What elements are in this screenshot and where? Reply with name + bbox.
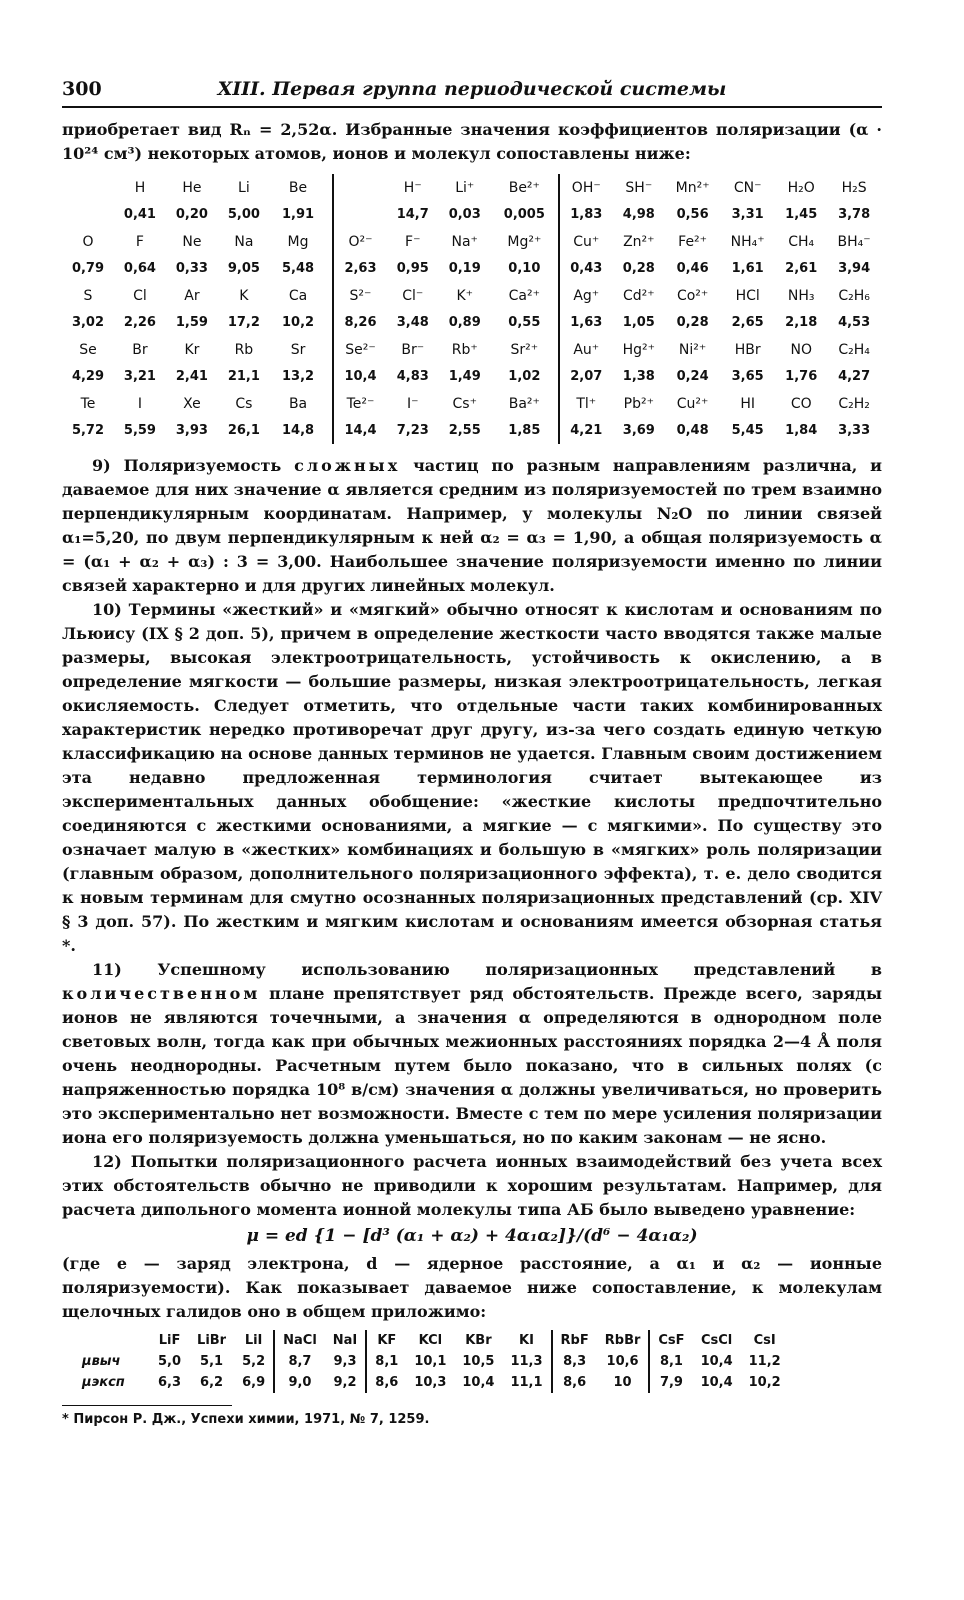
dipole-formula: μ = ed {1 − [d³ (α₁ + α₂) + 4α₁α₂]}/(d⁶ − 4α₁α₂) [246, 1226, 698, 1246]
species-cell: Ca²⁺ [491, 282, 559, 309]
mu-cell: 10,2 [748, 1375, 781, 1390]
mu-cell: 10,5 [462, 1354, 495, 1369]
species-cell: Se²⁻ [345, 341, 376, 358]
value-cell: 5,59 [123, 423, 156, 438]
species-cell: HI [740, 395, 755, 412]
species-cell: Sr²⁺ [491, 336, 559, 363]
species-cell: Cd²⁺ [622, 287, 655, 304]
value-cell: 0,005 [491, 201, 559, 228]
species-cell: I [137, 395, 143, 412]
species-cell: C₂H₂ [838, 395, 870, 412]
value-cell: 4,53 [838, 315, 871, 330]
value-cell: 1,49 [448, 369, 481, 384]
value-cell: 0,43 [570, 261, 603, 276]
pol-row-names [62, 174, 881, 201]
species-cell: I⁻ [407, 395, 419, 412]
value-cell: 3,78 [838, 207, 871, 222]
value-cell: 2,07 [570, 369, 603, 384]
species-cell: S²⁻ [349, 287, 372, 304]
value-cell: 1,38 [622, 369, 655, 384]
species-cell: Pb²⁺ [623, 395, 654, 412]
species-cell: Te²⁻ [346, 395, 375, 412]
mu-cell: 10,3 [414, 1375, 447, 1390]
value-cell: 3,93 [175, 423, 208, 438]
value-cell: 4,21 [570, 423, 603, 438]
value-cell: 5,72 [71, 423, 105, 438]
value-cell: 1,05 [622, 315, 655, 330]
mu-cell: CsF [658, 1333, 685, 1348]
dipole-comparison-table [82, 1330, 789, 1393]
value-cell: 4,27 [838, 369, 871, 384]
mu-cell: RbBr [597, 1330, 650, 1351]
mu-cell: 10 [597, 1372, 650, 1393]
species-cell: Li⁺ [455, 179, 475, 196]
species-cell [333, 174, 387, 201]
value-cell: 2,61 [785, 261, 818, 276]
value-cell: 0,19 [448, 261, 481, 276]
species-cell: Zn²⁺ [623, 233, 655, 250]
mu-exp-row [82, 1372, 789, 1393]
value-cell: 3,94 [838, 261, 871, 276]
species-cell: Rb [234, 341, 254, 358]
chapter-title: XIII. Первая группа периодической системы [217, 78, 727, 100]
species-cell: Na [234, 233, 254, 250]
mu-cell: 7,9 [659, 1375, 683, 1390]
mu-cell: KBr [465, 1333, 492, 1348]
pol-row-values [62, 255, 881, 282]
species-cell: Ca [270, 282, 333, 309]
mu-cell: 8,7 [288, 1354, 312, 1369]
mu-calc-row [82, 1351, 789, 1372]
value-cell: 4,98 [622, 207, 655, 222]
species-cell: Cs [235, 395, 253, 412]
species-cell: C₂H₆ [838, 287, 870, 304]
page-number: 300 [62, 78, 102, 100]
mu-cell: 10,4 [700, 1375, 733, 1390]
value-cell: 3,33 [838, 423, 871, 438]
species-cell: Mn²⁺ [675, 179, 710, 196]
value-cell: 10,2 [270, 309, 333, 336]
species-cell: Mg [270, 228, 333, 255]
species-cell: BH₄⁻ [837, 233, 871, 250]
value-cell: 2,55 [448, 423, 481, 438]
species-cell: K⁺ [456, 287, 474, 304]
mu-cell: 10,1 [414, 1354, 447, 1369]
value-cell: 4,83 [396, 369, 429, 384]
species-cell: Rb⁺ [451, 341, 478, 358]
mu-cell: 10,4 [700, 1354, 733, 1369]
pol-row-names [62, 228, 881, 255]
mu-cell: 11,1 [502, 1372, 551, 1393]
running-header [62, 78, 882, 100]
value-cell: 0,03 [448, 207, 481, 222]
mu-cell: LiI [234, 1330, 274, 1351]
value-cell: 7,23 [396, 423, 429, 438]
mu-cell: 8,6 [375, 1375, 399, 1390]
value-cell: 0,24 [676, 369, 709, 384]
value-cell: 2,26 [123, 315, 156, 330]
mu-cell: 5,2 [234, 1351, 274, 1372]
value-cell: 1,85 [491, 417, 559, 444]
value-cell: 17,2 [227, 315, 260, 330]
species-cell: OH⁻ [571, 179, 601, 196]
species-cell: NH₃ [787, 287, 815, 304]
value-cell: 14,8 [270, 417, 333, 444]
mu-cell: 11,3 [502, 1351, 551, 1372]
mu-cell: KCl [418, 1333, 443, 1348]
mu-cell: 8,1 [375, 1354, 399, 1369]
value-cell: 10,4 [344, 369, 377, 384]
value-cell: 9,05 [227, 261, 260, 276]
species-cell: Br [132, 341, 148, 358]
value-cell: 14,7 [396, 207, 429, 222]
species-cell: Xe [183, 395, 201, 412]
mu-cell: 8,6 [563, 1375, 587, 1390]
species-cell: CO [790, 395, 812, 412]
species-cell: Ba²⁺ [491, 390, 559, 417]
mu-cell: 6,9 [234, 1372, 274, 1393]
species-cell: Ag⁺ [573, 287, 600, 304]
species-cell: He [182, 179, 202, 196]
page [62, 78, 882, 1427]
species-cell: Ne [182, 233, 202, 250]
value-cell: 2,63 [344, 261, 377, 276]
mu-cell: 10,4 [462, 1375, 495, 1390]
mu-cell: CsI [753, 1333, 776, 1348]
species-cell: Kr [184, 341, 200, 358]
polarizability-table [62, 174, 882, 444]
species-cell: Au⁺ [573, 341, 600, 358]
species-cell: Hg²⁺ [622, 341, 656, 358]
species-cell: Se [79, 341, 97, 358]
mu-cell: 5,0 [158, 1354, 182, 1369]
species-cell: Ar [184, 287, 200, 304]
mu-cell: KI [502, 1330, 551, 1351]
mu-cell: KF [377, 1333, 397, 1348]
value-cell: 0,64 [123, 261, 156, 276]
species-cell: SH⁻ [625, 179, 653, 196]
mu-cell: 6,2 [200, 1375, 224, 1390]
value-cell: 0,55 [491, 309, 559, 336]
value-cell: 5,00 [227, 207, 260, 222]
species-cell: O [82, 233, 94, 250]
mu-cell: 11,2 [748, 1354, 781, 1369]
after-formula-text: (где e — заряд электрона, d — ядерное расстояние, а α₁ и α₂ — ионные поляризуемости). Как показывает даваемое ниже сопоставление, к молекулам щелочных галидов оно в общем приложимо: [62, 1254, 882, 1321]
species-cell: Te [80, 395, 96, 412]
pol-row-names [62, 390, 881, 417]
footnote-rule [62, 1405, 232, 1406]
value-cell: 14,4 [344, 423, 377, 438]
value-cell: 0,20 [175, 207, 208, 222]
species-cell: F⁻ [405, 233, 421, 250]
species-cell: H⁻ [403, 179, 422, 196]
species-cell: Cl [133, 287, 147, 304]
species-cell: H [134, 179, 146, 196]
row-label: μвыч [82, 1354, 121, 1369]
species-cell: F [135, 233, 144, 250]
species-cell: CN⁻ [733, 179, 762, 196]
pol-row-values [62, 201, 881, 228]
pol-row-values [62, 363, 881, 390]
value-cell: 2,65 [731, 315, 764, 330]
species-cell: HBr [734, 341, 761, 358]
species-cell: Cl⁻ [402, 287, 424, 304]
mu-cell: 9,2 [325, 1372, 367, 1393]
value-cell: 3,31 [731, 207, 764, 222]
species-cell: Tl⁺ [576, 395, 597, 412]
value-cell: 1,83 [570, 207, 603, 222]
species-cell: O²⁻ [348, 233, 373, 250]
value-cell: 3,02 [71, 315, 105, 330]
note-11: 11) Успешному использованию поляризационных представлений в количественном плане препятствует ряд обстоятельств. Прежде всего, заряды ионов не являются точечными, а значения α определяются в однородном поле световых волн, тогда как при обычных межионных расстояниях порядка 2—4 Å поля очень неоднородны. Расчетным путем было показано, что в сильных полях (с напряженностью порядка 10⁸ в/см) значения α должны увеличиваться, но проверить это экспериментально нет возможности. Вместе с тем по мере усиления поляризации иона его поляризуемость должна уменьшаться, но по каким законам — не ясно. [62, 960, 882, 1147]
value-cell: 0,79 [71, 261, 105, 276]
value-cell: 3,21 [123, 369, 156, 384]
mu-header-row [82, 1330, 789, 1351]
species-cell: Cu⁺ [573, 233, 600, 250]
mu-cell: CsCl [700, 1333, 733, 1348]
species-cell: H₂S [841, 179, 867, 196]
mu-cell: LiF [158, 1333, 181, 1348]
note-12: 12) Попытки поляризационного расчета ионных взаимодействий без учета всех этих обстоятельств обычно не приводили к хорошим результатам. Например, для расчета дипольного момента ионной молекулы типа АБ было выведено уравнение: [62, 1152, 882, 1219]
footnote: * Пирсон Р. Дж., Успехи химии, 1971, № 7, 1259. [62, 1412, 430, 1427]
value-cell: 1,02 [491, 363, 559, 390]
value-cell: 2,41 [175, 369, 208, 384]
mu-cell: LiBr [197, 1333, 227, 1348]
value-cell: 0,10 [491, 255, 559, 282]
mu-cell: 8,3 [563, 1354, 587, 1369]
value-cell: 26,1 [227, 423, 260, 438]
value-cell: 13,2 [270, 363, 333, 390]
species-cell: CH₄ [788, 233, 815, 250]
value-cell: 0,56 [676, 207, 709, 222]
value-cell: 3,48 [396, 315, 429, 330]
species-cell: K [239, 287, 249, 304]
value-cell: 1,91 [270, 201, 333, 228]
value-cell: 2,18 [785, 315, 818, 330]
species-cell: H₂O [787, 179, 815, 196]
value-cell: 21,1 [227, 369, 260, 384]
species-cell: Br⁻ [401, 341, 425, 358]
species-cell: Na⁺ [451, 233, 478, 250]
note-9: 9) Поляризуемость сложных частиц по разным направлениям различна, и даваемое для них значение α является средним из поляризуемостей по трем взаимно перпендикулярным координатам. Например, у молекулы N₂O по линии связей α₁=5,20, по двум перпендикулярным к ней α₂ = α₃ = 1,90, а общая поляризуемость α = (α₁ + α₂ + α₃) : 3 = 3,00. Наибольшее значение поляризуемости именно по линии связей характерно и для других линейных молекул. [62, 456, 883, 595]
mu-cell: 9,3 [325, 1351, 367, 1372]
value-cell: 1,76 [785, 369, 818, 384]
row-label [82, 1330, 150, 1351]
value-cell: 3,65 [731, 369, 764, 384]
value-cell [62, 201, 114, 228]
mu-cell: 9,0 [288, 1375, 312, 1390]
species-cell: HCl [735, 287, 760, 304]
species-cell: C₂H₄ [838, 341, 870, 358]
intro-paragraph: приобретает вид Rₙ = 2,52α. Избранные значения коэффициентов поляризации (α · 10²⁴ см³) некоторых атомов, ионов и молекул сопоставлены ниже: [62, 120, 882, 163]
species-cell: Co²⁺ [676, 287, 709, 304]
value-cell: 1,63 [570, 315, 603, 330]
value-cell: 0,89 [448, 315, 481, 330]
species-cell: NH₄⁺ [730, 233, 765, 250]
value-cell: 0,33 [175, 261, 208, 276]
value-cell: 1,84 [785, 423, 818, 438]
species-cell: Li [238, 179, 250, 196]
pol-row-names [62, 336, 881, 363]
pol-row-values [62, 417, 881, 444]
mu-cell: NaCl [283, 1333, 317, 1348]
mu-cell: 6,3 [158, 1375, 182, 1390]
value-cell: 5,48 [270, 255, 333, 282]
pol-row-names [62, 282, 881, 309]
value-cell: 0,41 [123, 207, 156, 222]
species-cell: Sr [270, 336, 333, 363]
value-cell: 0,95 [396, 261, 429, 276]
species-cell: S [83, 287, 93, 304]
note-10: 10) Термины «жесткий» и «мягкий» обычно относят к кислотам и основаниям по Льюису (IX § 2 доп. 5), причем в определение жесткости часто вводятся также малые размеры, высокая электроотрицательность, устойчивость к окислению, а в определение мягкости — большие размеры, низкая электроотрицательность, легкая окисляемость. Следует отметить, что отдельные части таких комбинированных характеристик нередко противоречат друг другу, из-за чего создать единую четкую классификацию на основе данных терминов не удается. Главным своим достижением эта недавно предложенная терминология считает вытекающее из экспериментальных данных обобщение: «жесткие кислоты предпочтительно соединяются с жесткими основаниями, а мягкие — с мягкими». По существу это означает малую в «жестких» комбинациях и большую в «мягких» роль поляризации (главным образом, дополнительного поляризационного эффекта), т. е. дело сводится к новым терминам для смутно осознанных поляризационных представлений (ср. XIV § 3 доп. 57). По жестким и мягким кислотам и основаниям имеется обзорная статья *. [62, 600, 882, 955]
value-cell: 8,26 [344, 315, 377, 330]
value-cell: 0,28 [676, 315, 709, 330]
mu-cell: 5,1 [200, 1354, 224, 1369]
value-cell: 1,45 [785, 207, 818, 222]
value-cell: 4,29 [71, 369, 105, 384]
value-cell: 0,46 [676, 261, 709, 276]
value-cell [333, 201, 387, 228]
mu-cell: 8,1 [659, 1354, 683, 1369]
species-cell: Be²⁺ [491, 174, 559, 201]
mu-cell: NaI [325, 1330, 367, 1351]
species-cell: Ni²⁺ [678, 341, 707, 358]
value-cell: 3,69 [622, 423, 655, 438]
value-cell: 0,48 [676, 423, 709, 438]
pol-row-values [62, 309, 881, 336]
species-cell [62, 174, 114, 201]
value-cell: 1,59 [175, 315, 208, 330]
mu-cell: RbF [560, 1333, 589, 1348]
species-cell: Cu²⁺ [676, 395, 709, 412]
species-cell: Cs⁺ [452, 395, 477, 412]
header-rule [62, 106, 882, 108]
row-label: μэксп [82, 1375, 125, 1390]
species-cell: Mg²⁺ [491, 228, 559, 255]
species-cell: Be [270, 174, 333, 201]
value-cell: 1,61 [731, 261, 764, 276]
mu-cell: 10,6 [597, 1351, 650, 1372]
value-cell: 5,45 [731, 423, 764, 438]
species-cell: NO [790, 341, 812, 358]
species-cell: Ba [270, 390, 333, 417]
value-cell: 0,28 [622, 261, 655, 276]
species-cell: Fe²⁺ [678, 233, 708, 250]
